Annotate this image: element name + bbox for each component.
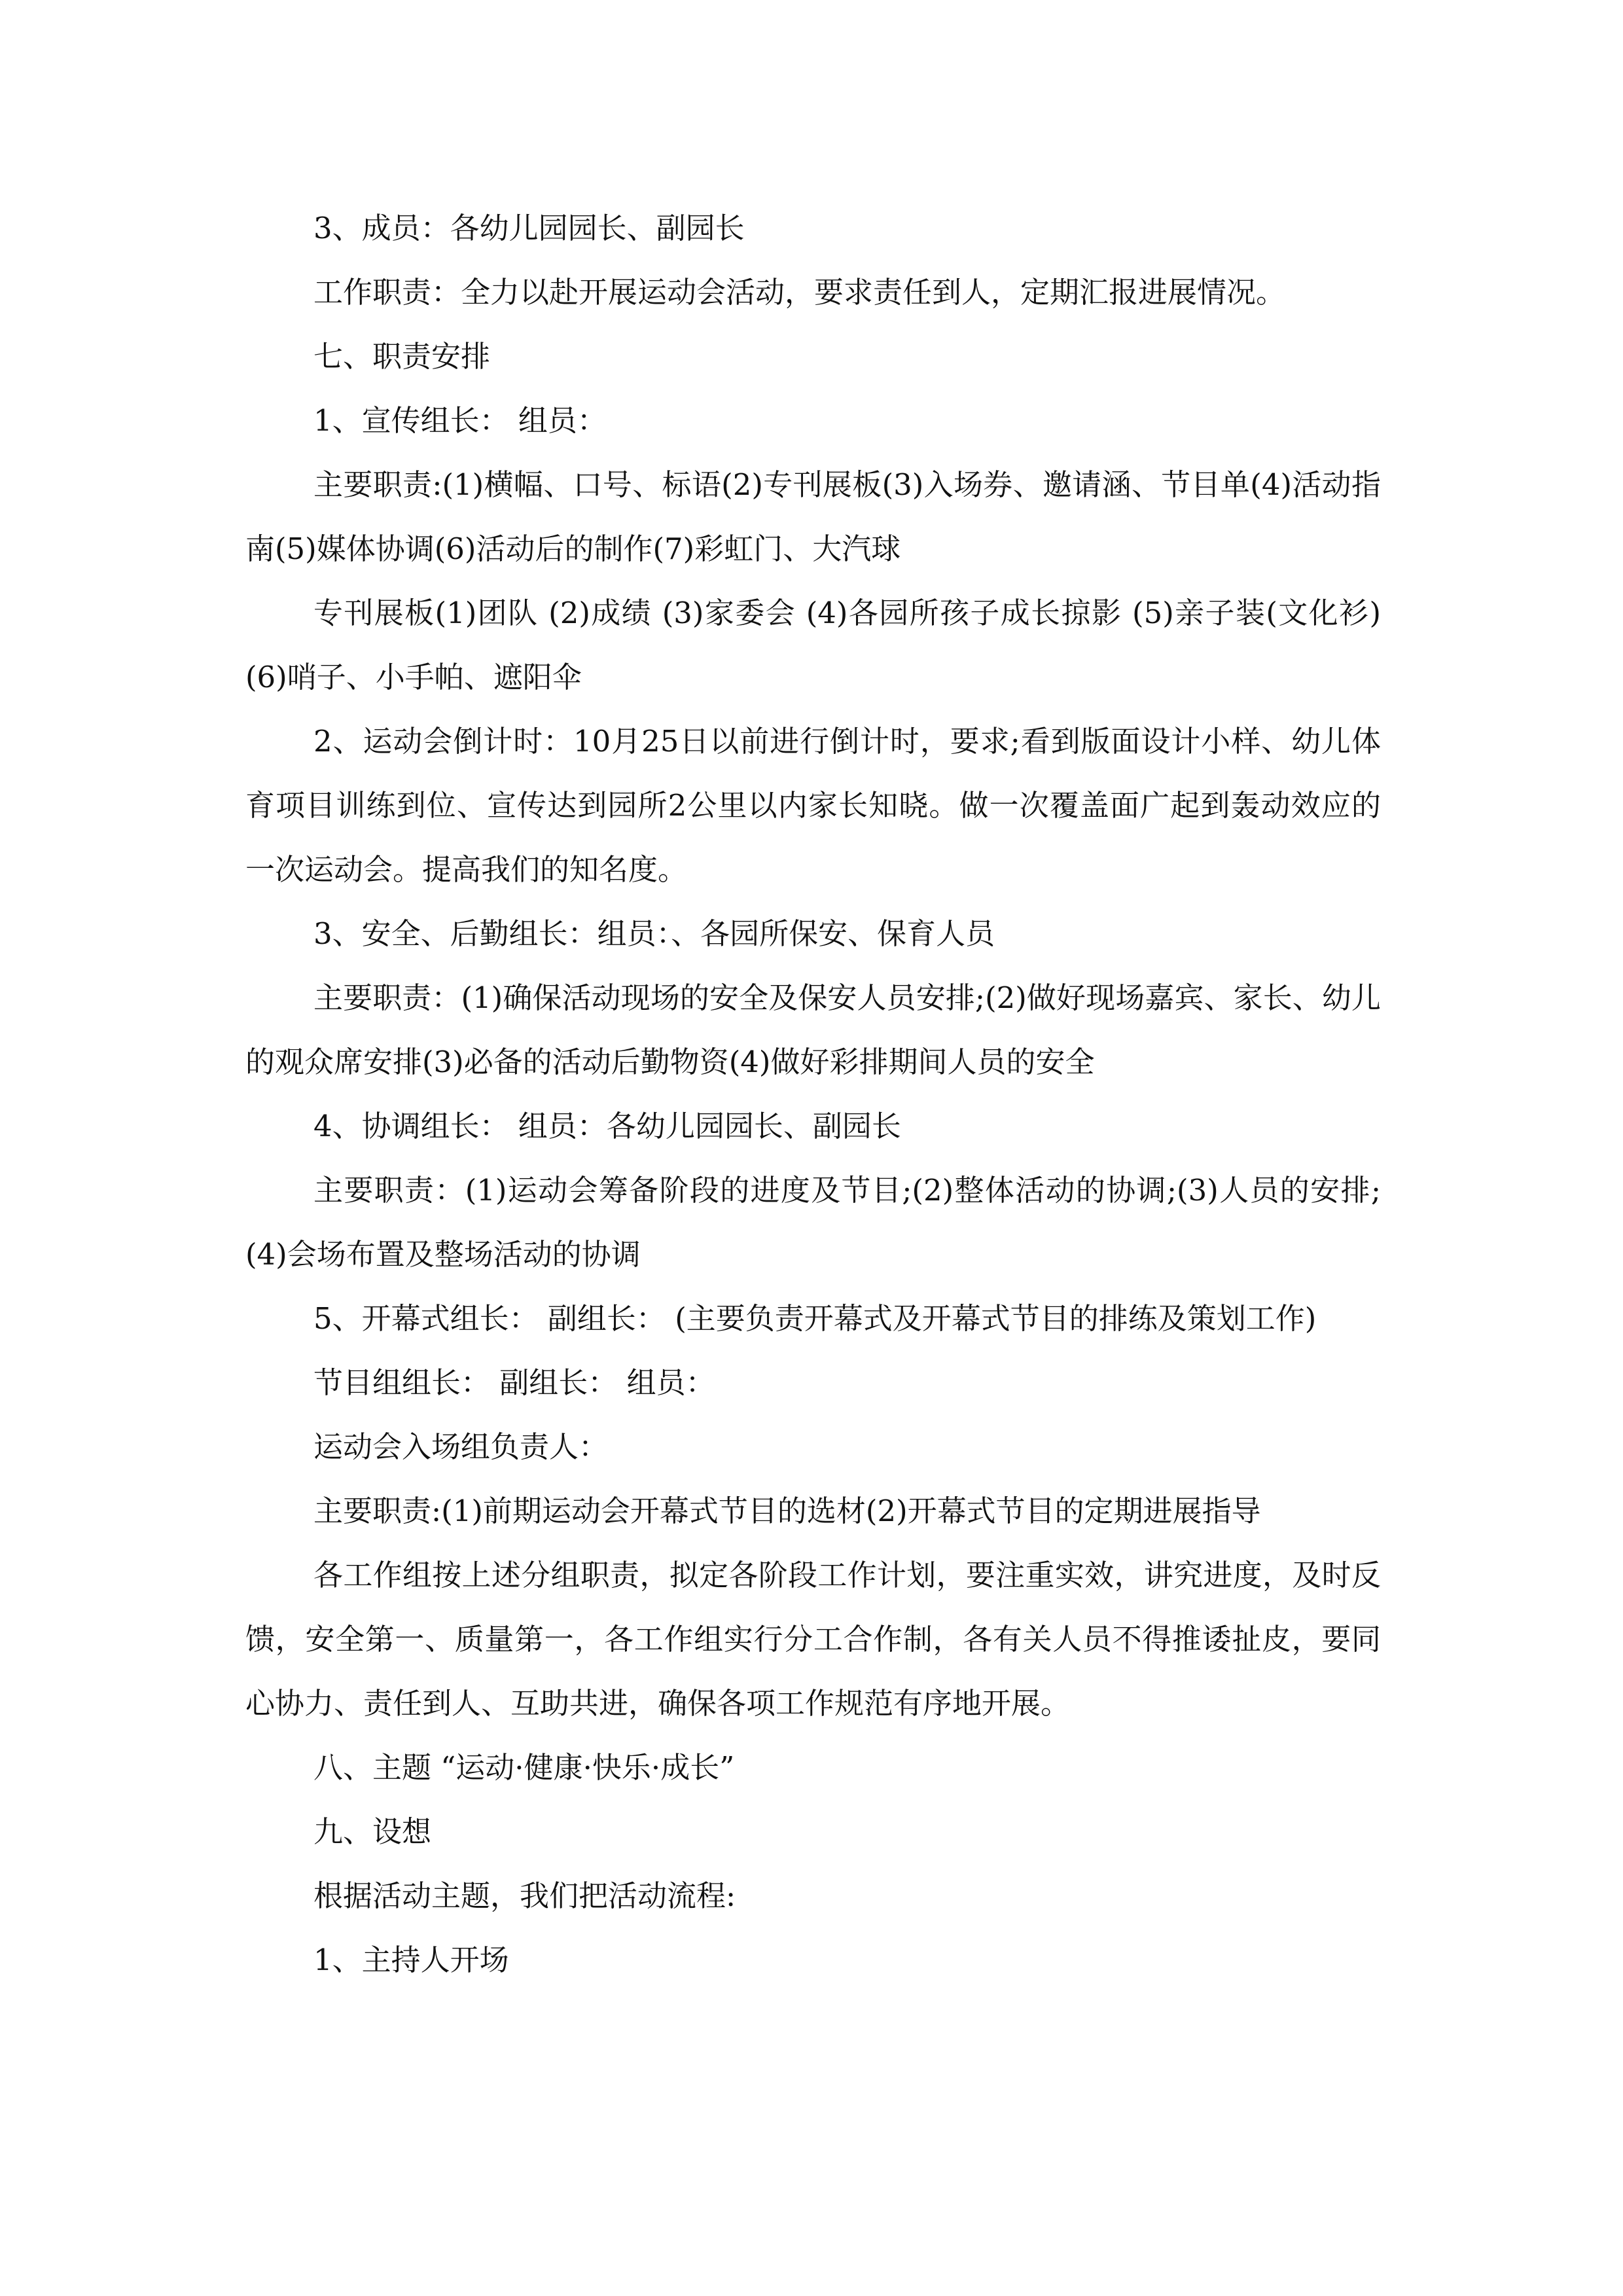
paragraph-safety-leader: 3、安全、后勤组长：组员：、各园所保安、保育人员 [313, 916, 995, 951]
paragraph-activity-flow: 根据活动主题，我们把活动流程: [313, 1878, 736, 1913]
paragraph-host-opening: 1、主持人开场 [313, 1943, 509, 1977]
paragraph-entrance-group: 运动会入场组负责人： [313, 1429, 609, 1464]
document-body [245, 196, 1381, 1992]
paragraph-program-group: 节目组组长： 副组长： 组员： [313, 1365, 715, 1400]
paragraph-countdown: 2、运动会倒计时：10月25日以前进行倒计时，要求;看到版面设计小样、幼儿体育项目训练到位、宣传达到园所2公里以内家长知晓。做一次覆盖面广起到轰动效应的一次运动会。提高我们的知名度。 [245, 724, 1381, 887]
paragraph-publicity-duties: 主要职责:(1)横幅、口号、标语(2)专刊展板(3)入场券、邀请涵、节目单(4)活动指南(5)媒体协调(6)活动后的制作(7)彩虹门、大汽球 [245, 467, 1381, 566]
paragraph-opening-leader: 5、开幕式组长： 副组长： (主要负责开幕式及开幕式节目的排练及策划工作) [313, 1301, 1317, 1336]
paragraph-opening-duties: 主要职责:(1)前期运动会开幕式节目的选材(2)开幕式节目的定期进展指导 [313, 1494, 1261, 1528]
paragraph-publicity-leader: 1、宣传组长： 组员： [313, 403, 607, 438]
section-heading-theme: 八、主题 “运动·健康·快乐·成长” [313, 1750, 735, 1785]
paragraph-display-boards: 专刊展板(1)团队 (2)成绩 (3)家委会 (4)各园所孩子成长掠影 (5)亲子装(文化衫)(6)哨子、小手帕、遮阳伞 [245, 596, 1381, 694]
paragraph-coordination-leader: 4、协调组长： 组员：各幼儿园园长、副园长 [313, 1109, 901, 1143]
paragraph-work-groups: 各工作组按上述分组职责，拟定各阶段工作计划，要注重实效，讲究进度，及时反馈，安全第一、质量第一，各工作组实行分工合作制，各有关人员不得推诿扯皮，要同心协力、责任到人、互助共进，确保各项工作规范有序地开展。 [245, 1558, 1381, 1721]
paragraph-safety-duties: 主要职责：(1)确保活动现场的安全及保安人员安排;(2)做好现场嘉宾、家长、幼儿的观众席安排(3)必备的活动后勤物资(4)做好彩排期间人员的安全 [245, 980, 1381, 1079]
section-heading-responsibilities: 七、职责安排 [313, 339, 491, 374]
paragraph-coordination-duties: 主要职责：(1)运动会筹备阶段的进度及节目;(2)整体活动的协调;(3)人员的安排;(4)会场布置及整场活动的协调 [245, 1173, 1381, 1272]
paragraph-members: 3、成员：各幼儿园园长、副园长 [313, 211, 745, 245]
section-heading-plan: 九、设想 [313, 1814, 432, 1849]
paragraph-work-duties: 工作职责：全力以赴开展运动会活动，要求责任到人，定期汇报进展情况。 [313, 275, 1286, 310]
